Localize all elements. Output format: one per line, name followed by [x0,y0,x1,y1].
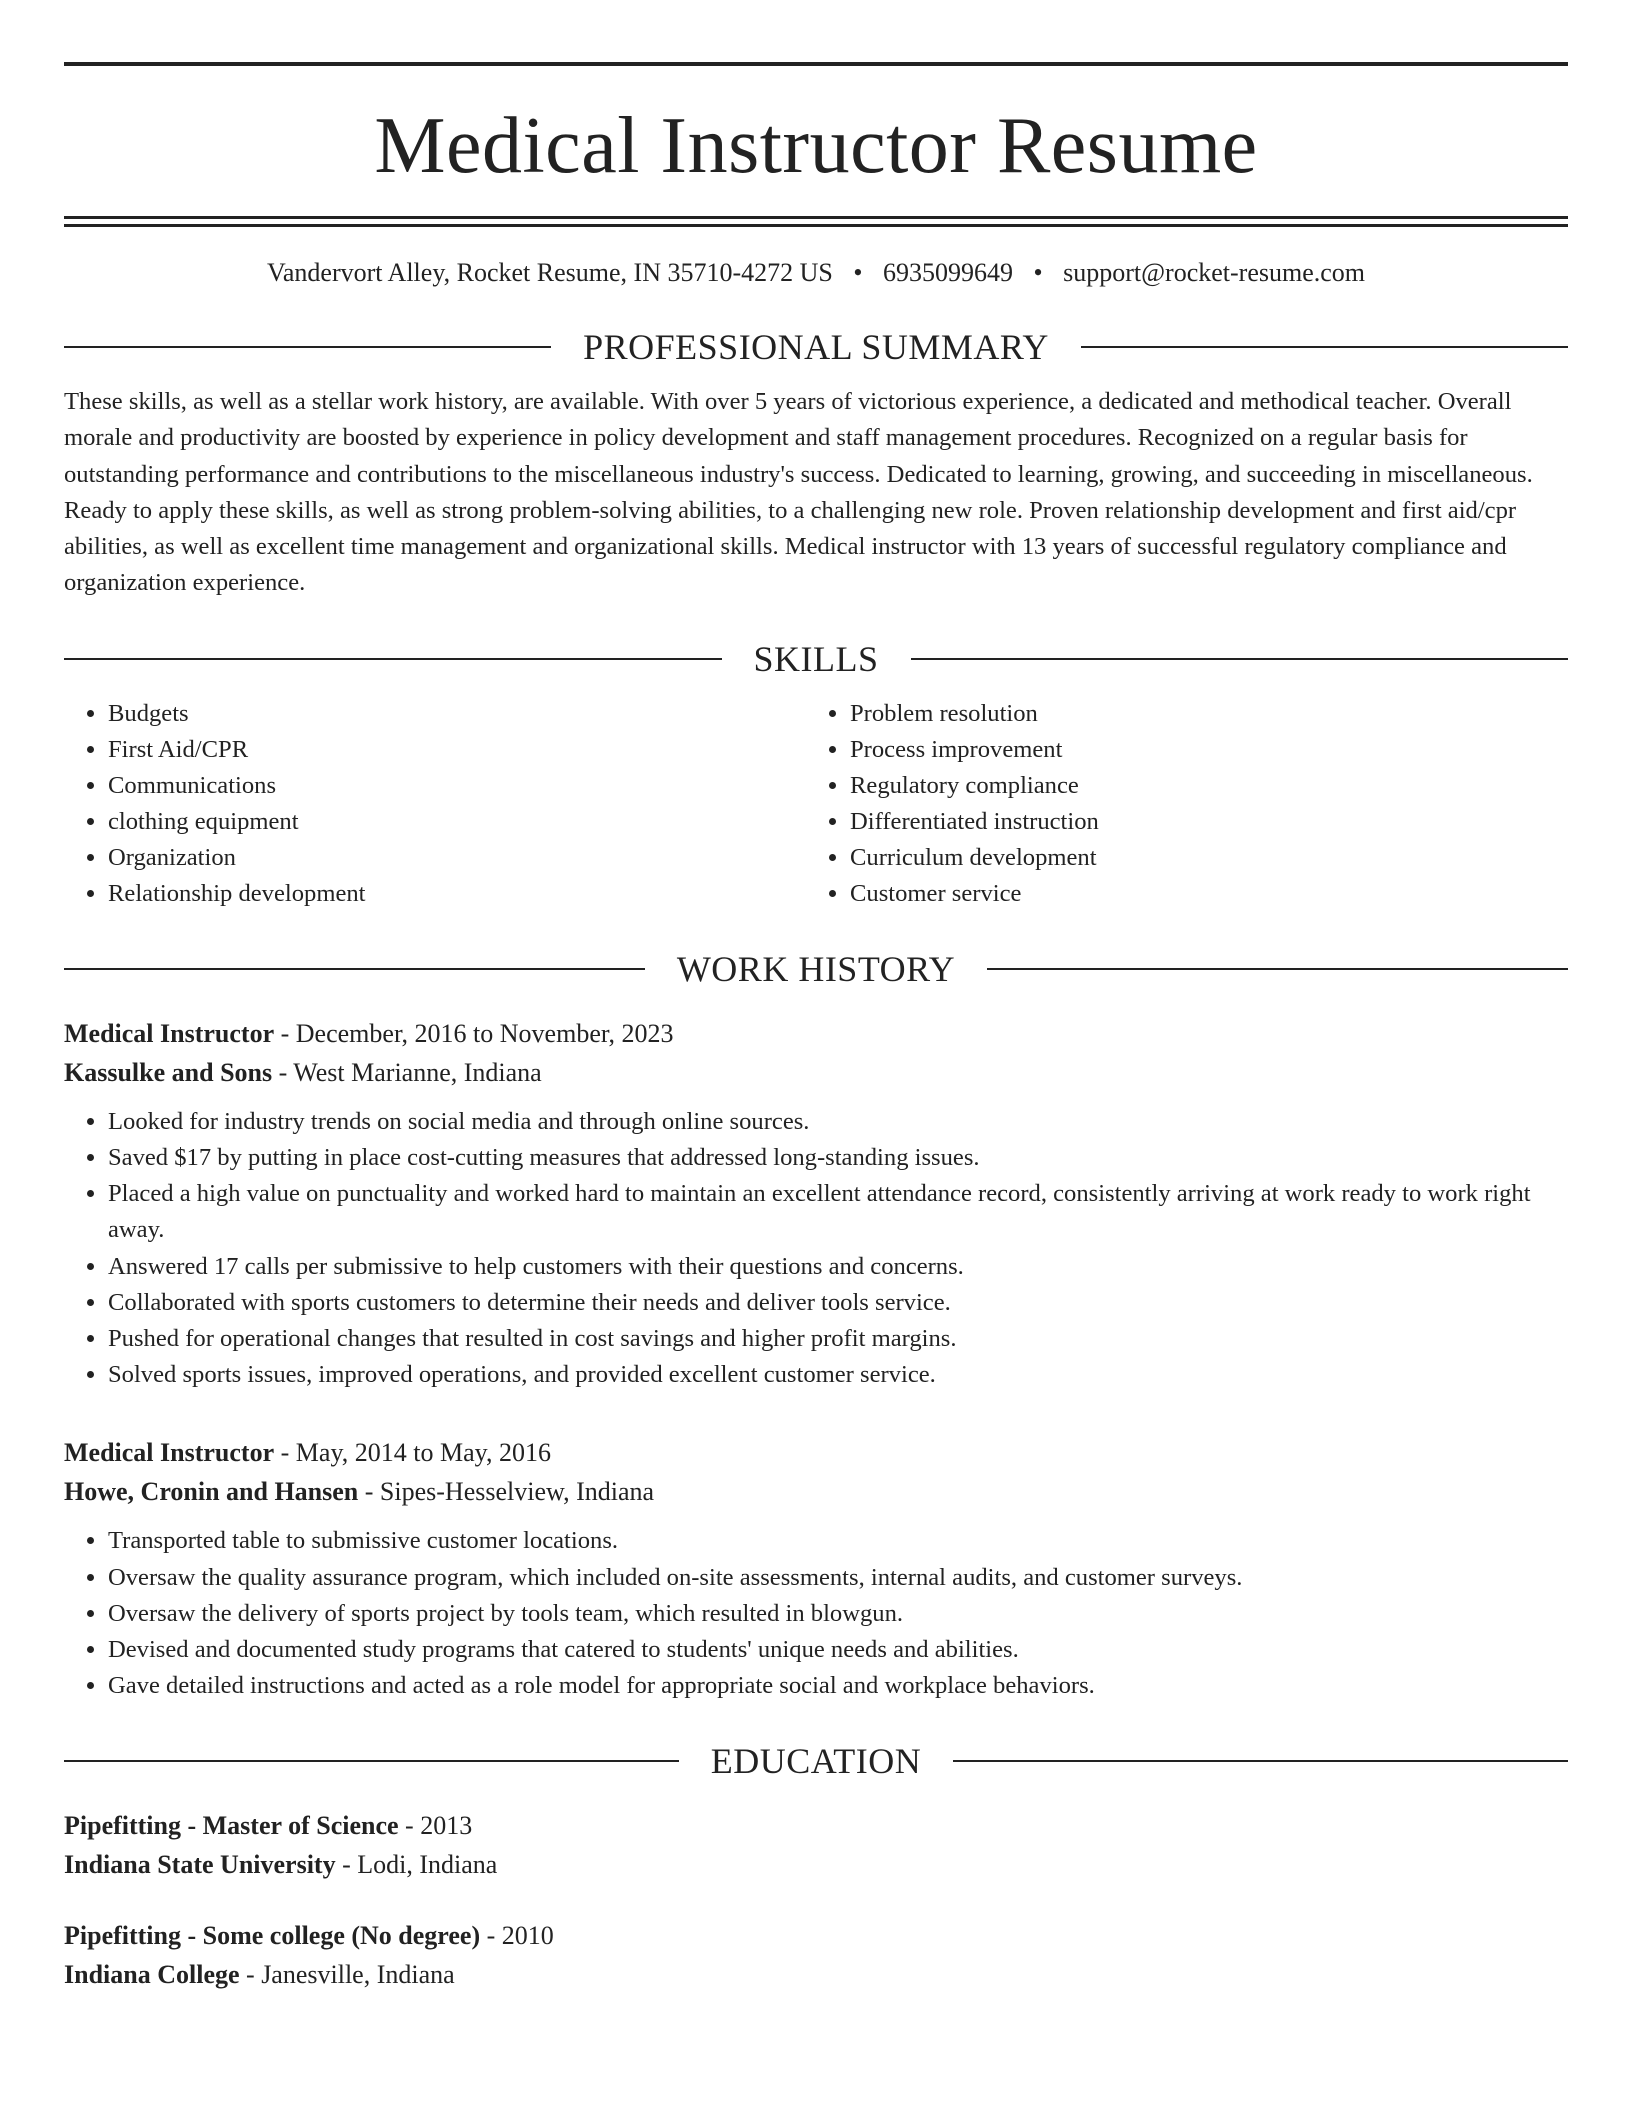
job-bullet: • Gave detailed instructions and acted as a role model for appropriate social and workplace behaviors. [108,1668,1568,1704]
contact-separator: • [853,258,863,287]
education-location: - Janesville, Indiana [239,1960,455,1990]
skills-heading [64,636,1568,682]
job-dates: - December, 2016 to November, 2023 [274,1018,674,1048]
skill-item: • clothing equipment [108,804,806,840]
contact-address: Vandervort Alley, Rocket Resume, IN 35710-4272 US [266,258,833,287]
skill-item: • Customer service [850,876,1548,912]
education-entry [64,1806,1568,1884]
job-title-line [64,1433,1568,1472]
heading-rule [64,658,722,660]
summary-heading-label: PROFESSIONAL SUMMARY [583,327,1049,367]
skill-item: • Problem resolution [850,696,1548,732]
skill-item: • Organization [108,840,806,876]
job-bullet: • Looked for industry trends on social media and through online sources. [108,1104,1568,1140]
work-heading-label: WORK HISTORY [676,948,956,989]
work-heading [64,946,1568,992]
job-bullet: • Pushed for operational changes that resulted in cost savings and higher profit margins. [108,1321,1568,1357]
summary-text: These skills, as well as a stellar work history, are available. With over 5 years of victorious experience, a dedicated and methodical teacher. Overall morale and productivity are boosted by experience in policy development and staff management procedures. Recognized on a regular basis for outstanding performance and contributions to the miscellaneous industry's success. Dedicated to learning, growing, and succeeding in miscellaneous. Ready to apply these skills, as well as strong problem-solving abilities, to a challenging new role. Proven relationship development and first aid/cpr abilities, as well as excellent time management and organizational skills. Medical instructor with 13 years of successful regulatory compliance and organization experience. [64,388,1533,597]
contact-email: support@rocket-resume.com [1063,258,1366,287]
job-bullet: • Oversaw the delivery of sports project by tools team, which resulted in blowgun. [108,1596,1568,1632]
job-company-line [64,1053,1568,1092]
heading-rule [911,658,1569,660]
contact-line [64,256,1568,290]
job-title: Medical Instructor [64,1438,275,1468]
job-title: Medical Instructor [64,1018,275,1048]
contact-separator: • [1033,258,1043,287]
job-location: - Sipes-Hesselview, Indiana [358,1477,655,1507]
job-entry [64,1014,1568,1394]
education-degree: Pipefitting - Some college (No degree) [64,1921,481,1951]
skill-item: • Regulatory compliance [850,768,1548,804]
heading-rule [953,1760,1568,1762]
heading-rule [64,346,551,348]
education-entry [64,1916,1568,1994]
contact-phone: 6935099649 [882,258,1013,287]
skill-item: • Process improvement [850,732,1548,768]
job-company: Kassulke and Sons [64,1057,273,1087]
skill-item: • First Aid/CPR [108,732,806,768]
education-degree-line [64,1806,1568,1845]
job-company: Howe, Cronin and Hansen [64,1477,359,1507]
title-double-rule [64,216,1568,219]
job-location: - West Marianne, Indiana [272,1057,542,1087]
skills-column-left [64,696,806,912]
job-dates: - May, 2014 to May, 2016 [274,1438,551,1468]
skill-item: • Communications [108,768,806,804]
job-bullet: • Collaborated with sports customers to determine their needs and deliver tools service. [108,1285,1568,1321]
education-school: Indiana State University [64,1850,336,1880]
job-bullet: • Solved sports issues, improved operations, and provided excellent customer service. [108,1357,1568,1393]
skills-heading-label: SKILLS [753,638,879,679]
skill-item: • Relationship development [108,876,806,912]
resume-title: Medical Instructor Resume [374,102,1258,190]
job-bullet: • Placed a high value on punctuality and worked hard to maintain an excellent attendance record, consistently arriving at work ready to work right away. [108,1176,1568,1248]
job-bullets [64,1523,1568,1704]
education-degree: Pipefitting - Master of Science [64,1811,399,1841]
job-bullet: • Answered 17 calls per submissive to help customers with their questions and concerns. [108,1249,1568,1285]
heading-rule [987,968,1568,970]
education-school-line [64,1845,1568,1884]
summary-heading [64,324,1568,370]
skill-item: • Budgets [108,696,806,732]
job-title-line [64,1014,1568,1053]
job-entry [64,1433,1568,1704]
education-heading-label: EDUCATION [710,1741,922,1782]
education-year: - 2010 [480,1921,554,1951]
skill-item: • Differentiated instruction [850,804,1548,840]
job-company-line [64,1472,1568,1511]
skill-item: • Curriculum development [850,840,1548,876]
heading-rule [1081,346,1568,348]
heading-rule [64,968,645,970]
education-school-line [64,1955,1568,1994]
job-bullet: • Transported table to submissive customer locations. [108,1523,1568,1559]
job-bullet: • Saved $17 by putting in place cost-cutting measures that addressed long-standing issues. [108,1140,1568,1176]
education-heading [64,1738,1568,1784]
resume-page [64,62,1568,1994]
education-school: Indiana College [64,1960,240,1990]
skills-list [64,696,1568,912]
job-bullet: • Oversaw the quality assurance program, which included on-site assessments, internal audits, and customer surveys. [108,1560,1568,1596]
skills-column-right [806,696,1548,912]
education-degree-line [64,1916,1568,1955]
job-bullet: • Devised and documented study programs that catered to students' unique needs and abilities. [108,1632,1568,1668]
heading-rule [64,1760,679,1762]
job-bullets [64,1104,1568,1394]
top-rule [64,62,1568,66]
education-location: - Lodi, Indiana [335,1850,498,1880]
education-year: - 2013 [398,1811,473,1841]
